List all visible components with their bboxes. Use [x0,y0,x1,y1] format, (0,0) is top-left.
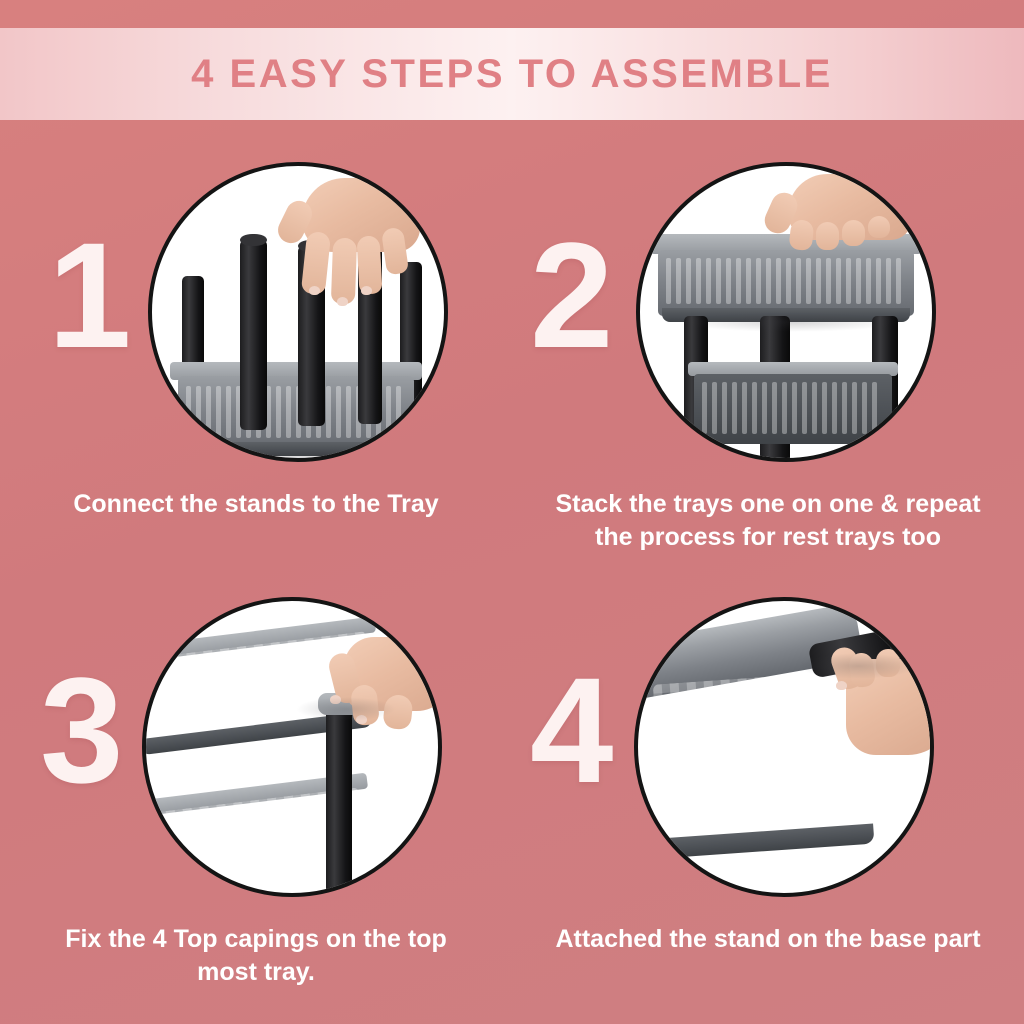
step-3-number: 3 [40,646,124,814]
upper-tray-slots [666,258,906,304]
header-banner [0,28,1024,120]
hand-nail-ring [361,286,372,295]
step-4-number: 4 [530,646,614,814]
step-1-photo [148,162,448,462]
step-4-photo [634,597,934,897]
lower-tray-slots [702,382,884,434]
hand-finger-ring [842,220,865,246]
step-1-caption: Connect the stands to the Tray [73,490,439,518]
hand-nail-thumb [836,681,847,690]
step-4-caption: Attached the stand on the base part [555,925,981,953]
step-4-visual [512,585,1024,905]
tray-shadow [182,448,422,462]
hand-finger-pinky [868,216,890,238]
step-1-illustration [152,166,444,458]
upper-tray-shadow [680,312,900,332]
step-1 [0,150,512,585]
post-front-left-cap [240,234,267,246]
hand-finger-middle [816,222,839,250]
hand-nail-middle [337,297,348,306]
hand-nail-index [309,286,320,295]
caping-shadow [296,697,396,721]
step-1-visual [0,150,512,470]
step-2 [512,150,1024,585]
step-2-caption: Stack the trays one on one & repeat the process for rest trays too [555,490,981,551]
step-3-caption: Fix the 4 Top capings on the top most tray. [65,925,447,986]
post-front-left [240,240,267,430]
step-2-photo [636,162,936,462]
step-2-illustration [640,166,932,458]
steps-grid [0,150,1024,1020]
step-3-visual [0,585,512,905]
stand-shadow [798,653,918,679]
page-title: 4 EASY STEPS TO ASSEMBLE [191,51,833,96]
hand-finger-middle [331,238,357,305]
step-3-illustration [146,601,438,893]
step-4 [512,585,1024,1020]
step-2-visual [512,150,1024,470]
step-4-illustration [638,601,930,893]
step-3-photo [142,597,442,897]
step-1-number: 1 [48,211,132,379]
post-with-caping [326,707,352,897]
step-3 [0,585,512,1020]
step-2-number: 2 [530,211,614,379]
hand-finger-ring [356,235,382,294]
